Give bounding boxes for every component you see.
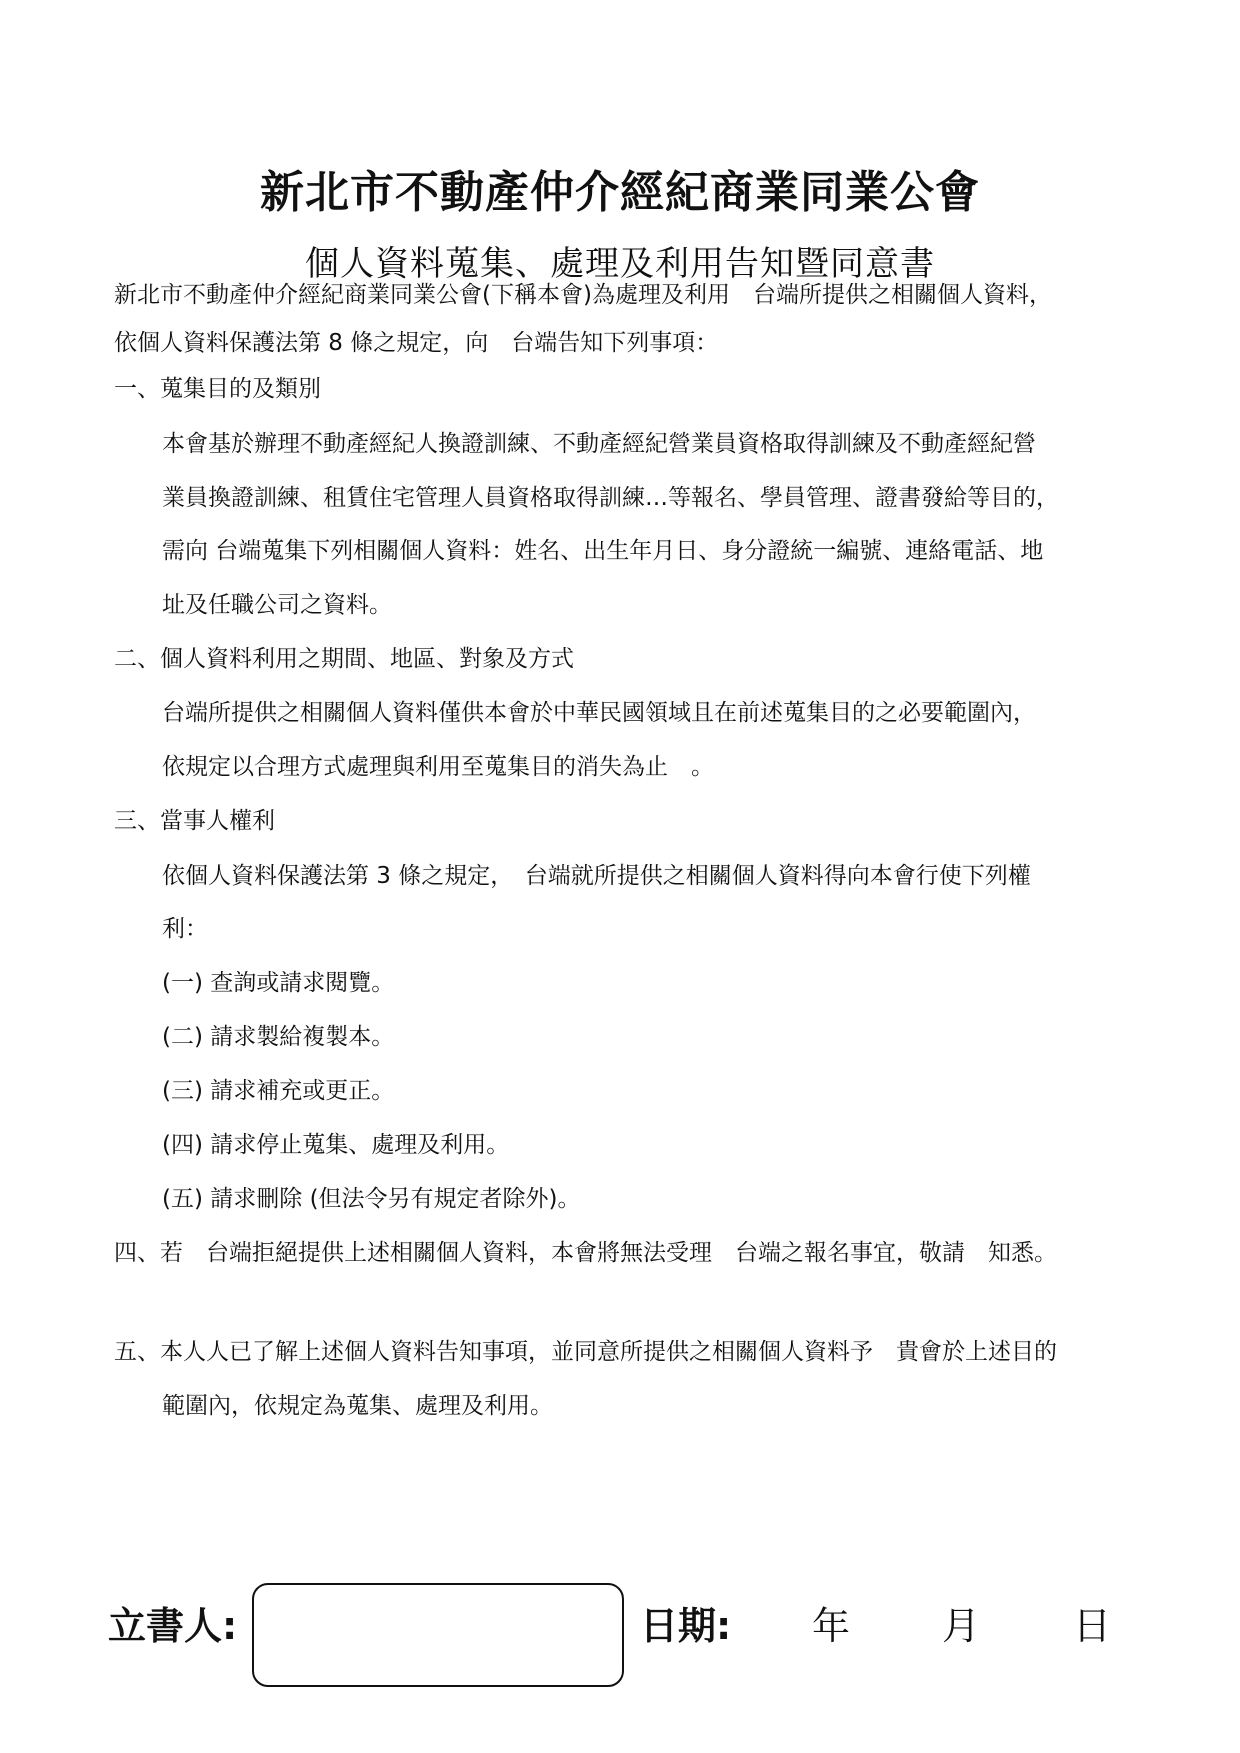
section-2-line: 台端所提供之相關個人資料僅供本會於中華民國領域且在前述蒐集目的之必要範圍內， [162, 700, 1036, 726]
right-item: (三) 請求補充或更正。 [162, 1078, 395, 1104]
section-1-line: 需向 台端蒐集下列相關個人資料：姓名、出生年月日、身分證統一編號、連絡電話、地 [162, 538, 1044, 564]
document-subtitle: 個人資料蒐集、處理及利用告知暨同意書 [305, 244, 935, 284]
section-1-line: 本會基於辦理不動產經紀人換證訓練、不動產經紀營業員資格取得訓練及不動產經紀營 [162, 431, 1036, 457]
section-5-line: 五、本人人已了解上述個人資料告知事項，並同意所提供之相關個人資料予 貴會於上述目的 [114, 1339, 1057, 1365]
section-5-line: 範圍內，依規定為蒐集、處理及利用。 [162, 1393, 553, 1419]
right-item: (五) 請求刪除 (但法令另有規定者除外)。 [162, 1186, 581, 1212]
section-3-line: 利： [162, 916, 208, 942]
section-1-heading: 一、蒐集目的及類別 [114, 376, 321, 402]
date-day-unit: 日 [1073, 1604, 1112, 1648]
signature-box[interactable] [252, 1583, 624, 1687]
section-4-text: 四、若 台端拒絕提供上述相關個人資料，本會將無法受理 台端之報名事宜，敬請 知悉。 [114, 1240, 1057, 1266]
signer-label: 立書人: [108, 1604, 238, 1648]
section-3-heading: 三、當事人權利 [114, 808, 275, 834]
section-2-line: 依規定以合理方式處理與利用至蒐集目的消失為止 。 [162, 754, 714, 780]
date-label: 日期: [640, 1604, 732, 1648]
right-item: (一) 查詢或請求閱覽。 [162, 970, 395, 996]
intro-line: 依個人資料保護法第 8 條之規定，向 台端告知下列事項： [114, 330, 719, 356]
section-1-line: 業員換證訓練、租賃住宅管理人員資格取得訓練…等報名、學員管理、證書發給等目的， [162, 485, 1059, 511]
date-year-unit: 年 [812, 1604, 851, 1648]
section-2-heading: 二、個人資料利用之期間、地區、對象及方式 [114, 646, 574, 672]
document-title: 新北市不動產仲介經紀商業同業公會 [260, 167, 980, 218]
right-item: (四) 請求停止蒐集、處理及利用。 [162, 1132, 510, 1158]
right-item: (二) 請求製給複製本。 [162, 1024, 395, 1050]
section-1-line: 址及任職公司之資料。 [162, 592, 392, 618]
intro-line: 新北市不動產仲介經紀商業同業公會(下稱本會)為處理及利用 台端所提供之相關個人資料， [114, 282, 1052, 308]
section-3-line: 依個人資料保護法第 3 條之規定， 台端就所提供之相關個人資料得向本會行使下列權 [162, 863, 1031, 889]
date-month-unit: 月 [942, 1604, 981, 1648]
